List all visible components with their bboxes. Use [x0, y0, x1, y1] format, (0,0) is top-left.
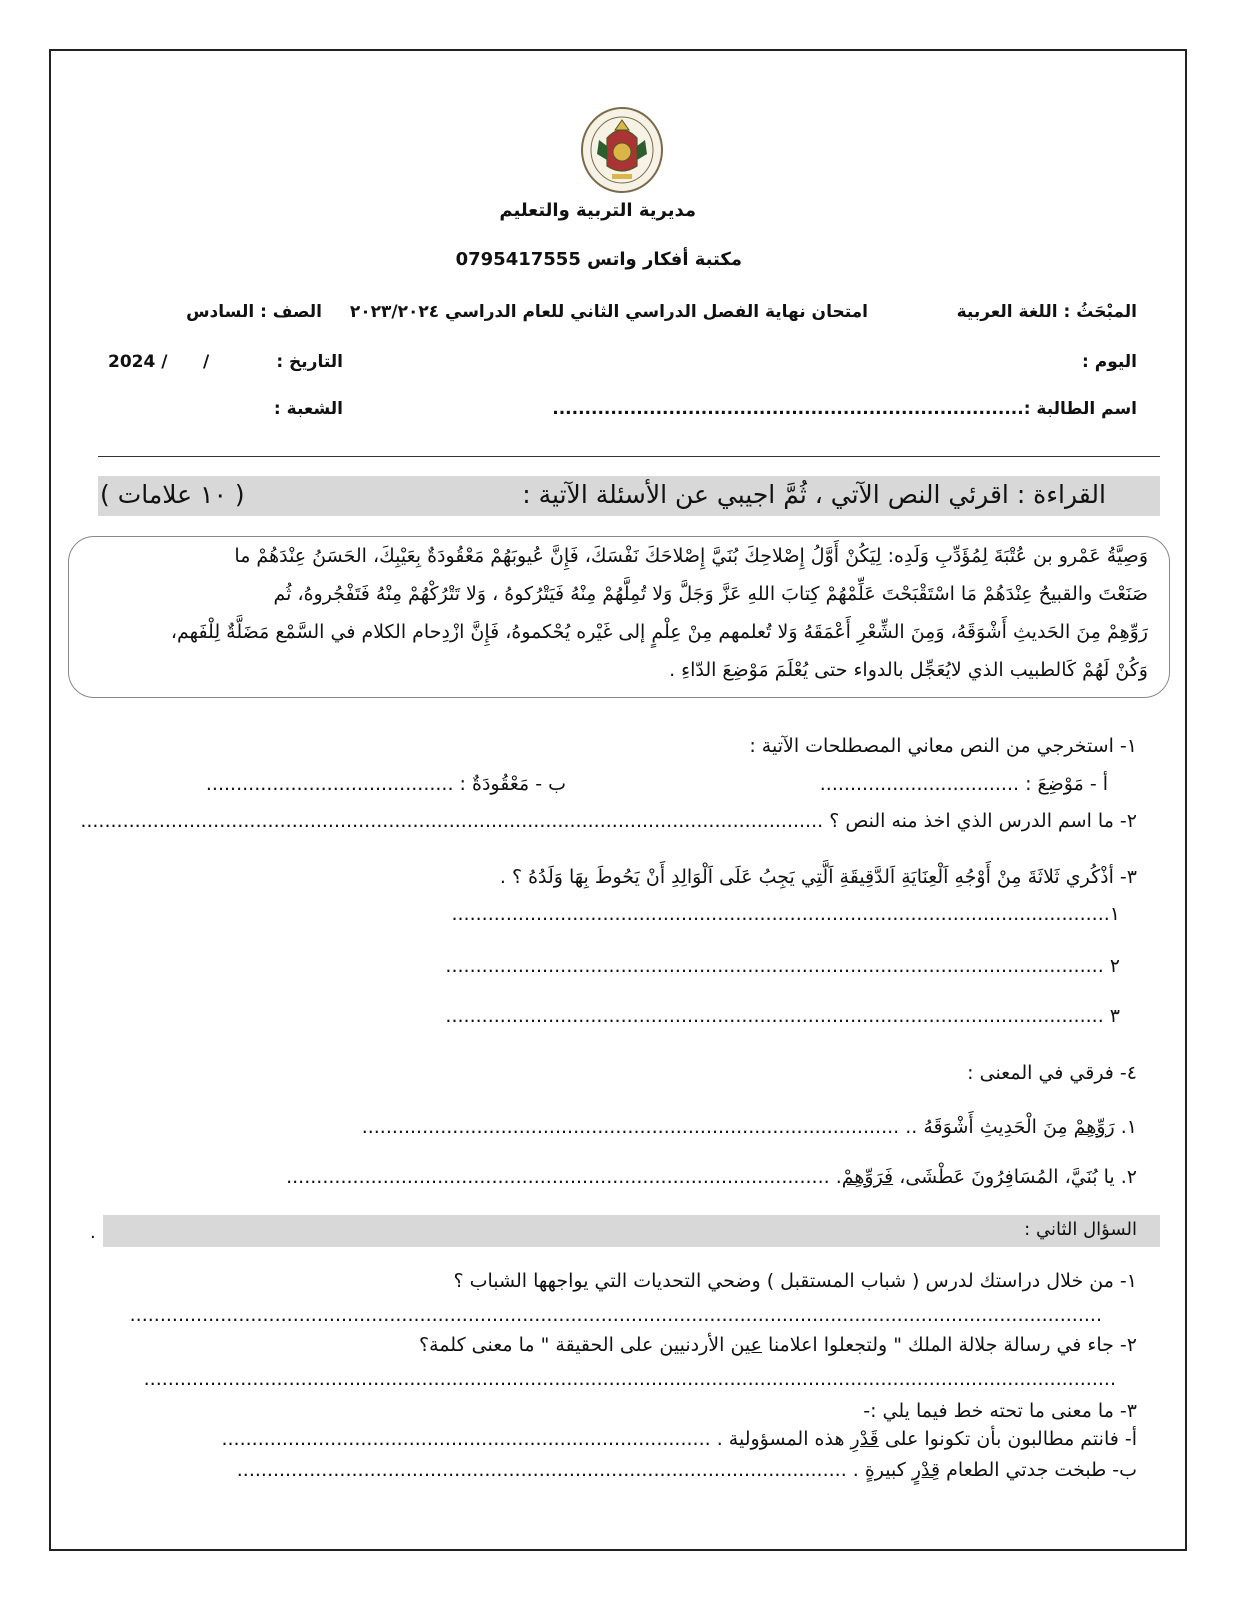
- item-text: أ- فانتم مطالبون بأن تكونوا على: [884, 1428, 1137, 1450]
- item-text: ٢. يا بُنَيَّ، المُسَافِرُونَ عَطْشَى،: [899, 1166, 1137, 1188]
- library-line: مكتبة أفكار واتس 0795417555: [455, 249, 742, 270]
- subject-label: المبْحَثُ : اللغة العربية: [956, 302, 1137, 322]
- second-q2: [419, 1334, 1137, 1356]
- passage-line: صَنَعْتَ والقبيحُ عِنْدَهُمْ مَا اسْتَقْبَحْتَ عَلِّمْهُمْ كِتابَ اللهِ عَزَّ وَجَلَّ وَلا تُمِلَّهُمْ مِنْهُ فَيَتْرُكوهُ ، وَلا تَتْرُكْهُمْ مِنْهُ فَتَفْجُروهُ، ثُم: [273, 583, 1148, 605]
- margin-dot: .: [90, 1222, 96, 1243]
- answer-line: .................................................................................................................................................................: [129, 1304, 1102, 1326]
- reading-title: القراءة : اقرئي النص الآتي ، ثُمَّ اجيبي عن الأسئلة الآتية :: [522, 480, 1106, 509]
- underlined-word: قِدْرٍ: [911, 1459, 941, 1481]
- item-text: الأردنيين على الحقيقة " ما معنى كلمة؟: [419, 1334, 725, 1356]
- question-1: ١- استخرجي من النص معاني المصطلحات الآتية :: [749, 735, 1137, 757]
- grade-label: الصف : السادس: [186, 302, 322, 322]
- ministry-logo: [567, 100, 677, 200]
- question-2: ٢- ما اسم الدرس الذي اخذ منه النص ؟ ...........................................................................................................................: [80, 810, 1137, 832]
- day-label: اليوم :: [1082, 352, 1137, 372]
- question-1b: ب - مَعْقُودَةٌ : .........................................: [205, 773, 566, 795]
- date-value: 2024 / /: [108, 352, 210, 372]
- second-q3b: [237, 1459, 1137, 1481]
- item-text: ٢- جاء في رسالة جلالة الملك " ولتجعلوا اعلامنا: [768, 1334, 1137, 1356]
- second-q3a: [221, 1428, 1137, 1450]
- second-q3: ٣- ما معنى ما تحته خط فيما يلي :-: [863, 1400, 1137, 1422]
- item-text: كبيرةٍ . .....................................................................................................: [236, 1459, 906, 1481]
- answer-line-1: ١.............................................................................................................: [451, 903, 1120, 925]
- item-text: مِنَ الْحَدِيثِ أَشْوَقَهُ .. .........................................................................................: [361, 1116, 1068, 1138]
- passage-line: رَوِّهِمْ مِنَ الحَديثِ أَشْوَقَهُ، وَمِنَ الشِّعْرِ أَعْمَقَهُ وَلا تُعلمهم مِنْ عِلْمٍ إلى غَيْره يُحْكموهُ، فَإِنَّ ازْدِحام الكلام في السَّمْع مَضَلَّةٌ لِلْفَهم،: [170, 621, 1148, 643]
- second-question-title: السؤال الثاني :: [1024, 1219, 1137, 1240]
- passage-line: وَكُنْ لَهُمْ كَالطبيب الذي لايُعَجِّل بالدواء حتى يُعْلَمَ مَوْضِعَ الدّاءِ .: [669, 659, 1148, 681]
- underlined-word: رَوِّهِمْ: [1073, 1116, 1115, 1138]
- item-text: هذه المسؤولية . .................................................................................: [221, 1428, 845, 1450]
- item-dots: . ..........................................................................................: [286, 1166, 842, 1188]
- answer-line-2: ٢ .............................................................................................................: [445, 955, 1120, 977]
- underlined-word: قَدْرِ: [850, 1428, 879, 1450]
- answer-line: .................................................................................................................................................................: [143, 1368, 1116, 1390]
- question-3: ٣- أذْكُري ثَلاثَةَ مِنْ أَوْجُهِ اَلْعِنَايَةِ اَلدَّقِيقَةِ اَلَّتِي يَجِبُ عَلَى اَلْوَالِدِ أَنْ يَحُوطَ بِهَا وَلَدُهُ ؟ .: [499, 866, 1137, 888]
- underlined-word: عين: [730, 1334, 762, 1356]
- question-4: ٤- فرقي في المعنى :: [967, 1062, 1137, 1084]
- question-1a: أ - مَوْضِعَ : .................................: [819, 773, 1108, 795]
- reading-marks: ( ١٠ علامات ): [100, 480, 245, 509]
- header-divider: [98, 456, 1160, 457]
- answer-line-3: ٣ .............................................................................................................: [445, 1005, 1120, 1027]
- date-label: التاريخ :: [276, 352, 343, 372]
- second-q1: ١- من خلال دراستك لدرس ( شباب المستقبل ) وضحي التحديات التي يواجهها الشباب ؟: [453, 1270, 1137, 1292]
- underlined-word: فَرَوِّهِمْ: [841, 1166, 894, 1188]
- question-4-item-1: [362, 1116, 1137, 1138]
- section-label: الشعبة :: [273, 399, 343, 419]
- directorate-title: مديرية التربية والتعليم: [499, 200, 696, 221]
- item-number: ١.: [1120, 1116, 1137, 1138]
- second-question-bar: [103, 1215, 1160, 1247]
- passage-line: وَصِيَّةُ عَمْرو بن عُتْبَةَ لِمُؤَدِّبِ وَلَدِه: لِيَكُنْ أَوَّلُ إِصْلاحِكَ بُنَيَّ إِصْلاحَكَ نَفْسَكَ، فَإِنَّ عُيوبَهُمْ مَعْقُودَةٌ بِعَيْبِكَ، الحَسَنُ عِنْدَهُمْ ما: [234, 545, 1148, 567]
- student-name-field: اسم الطالبة :.........................................................................: [552, 399, 1137, 419]
- item-text: ب- طبخت جدتي الطعام: [946, 1459, 1137, 1481]
- question-4-item-2: [286, 1166, 1137, 1188]
- exam-title: امتحان نهاية الفصل الدراسي الثاني للعام الدراسي ٢٠٢٣/٢٠٢٤: [349, 302, 868, 322]
